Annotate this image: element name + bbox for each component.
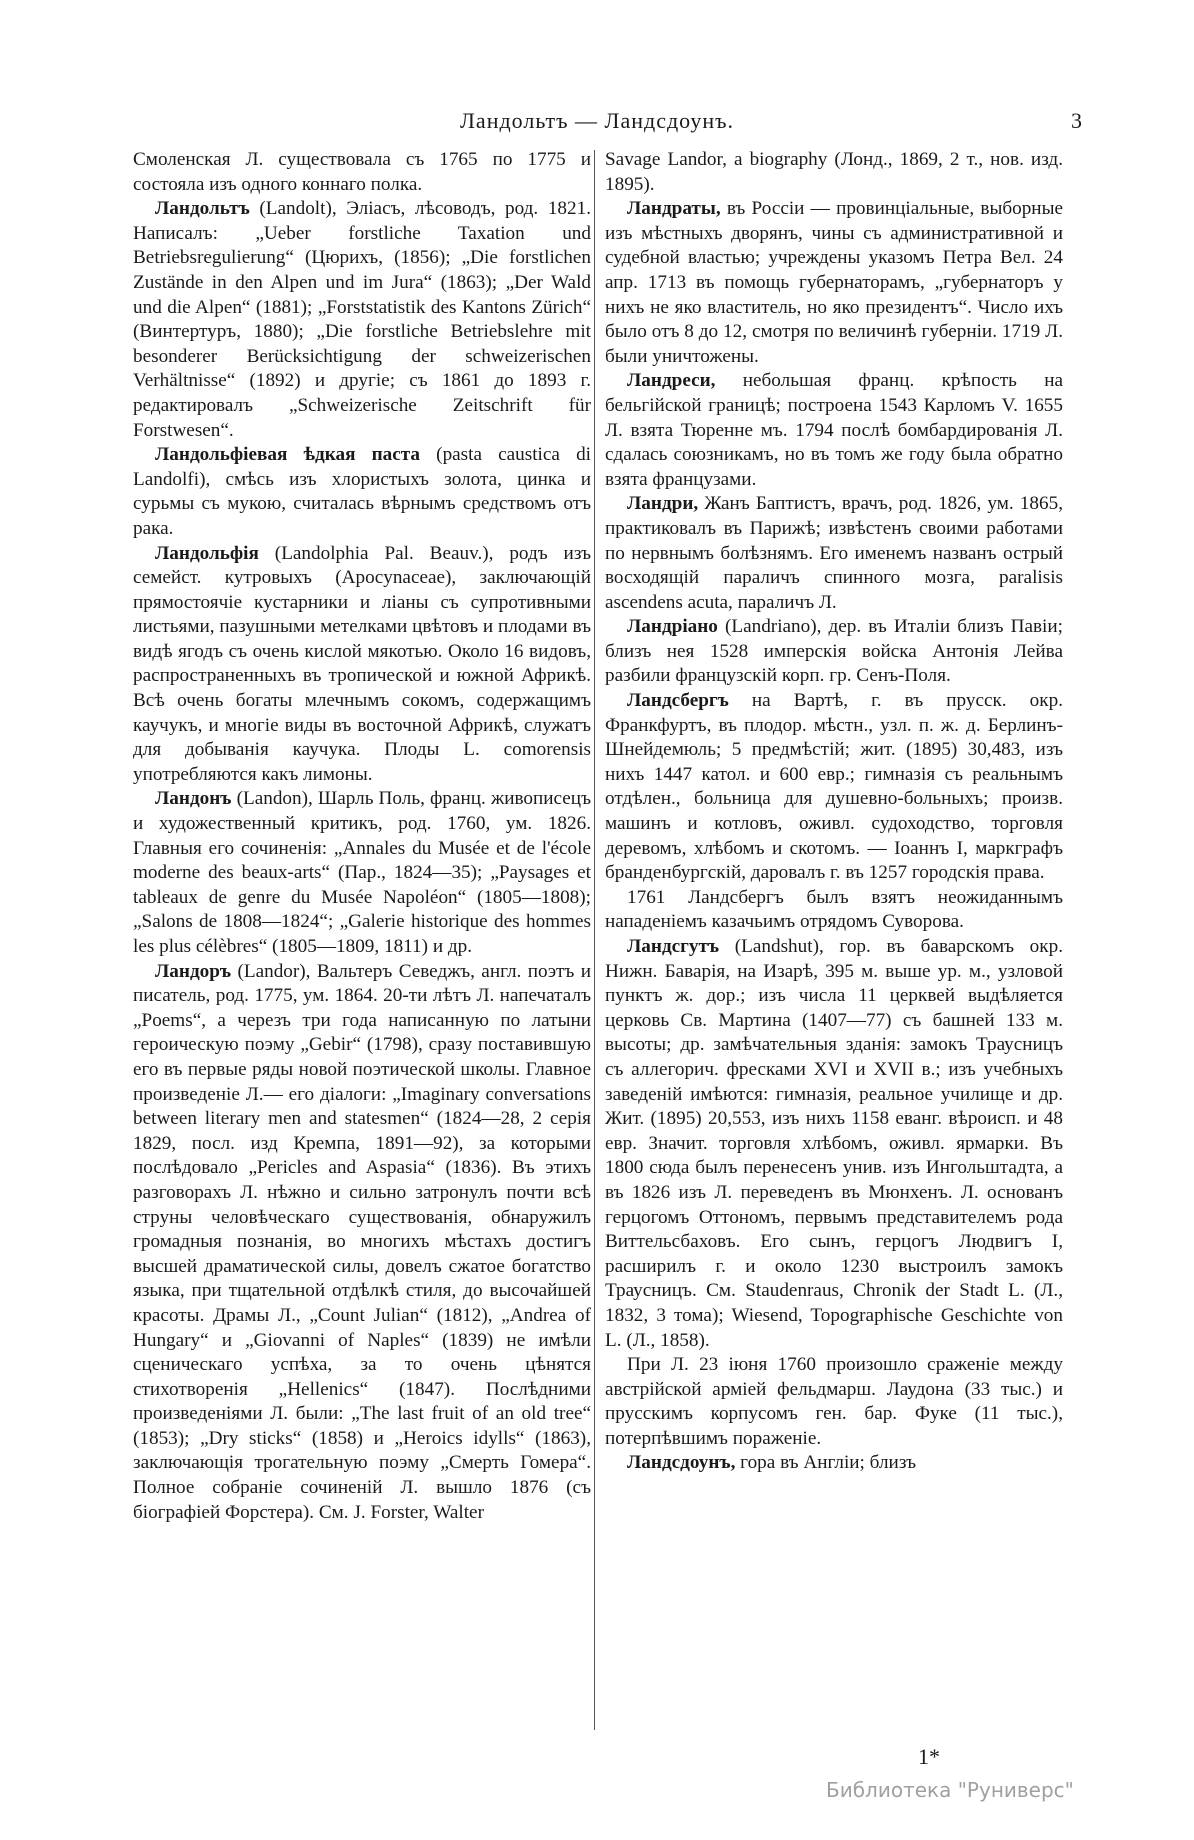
article-entry <box>133 148 591 197</box>
article-entry <box>605 615 1063 689</box>
page-number: 3 <box>1071 108 1082 133</box>
headword: Ландреси, <box>627 370 716 392</box>
left-column <box>133 148 591 1525</box>
sheet-signature: 1* <box>918 1744 940 1769</box>
article-text: 1761 Ландсбергъ былъ взятъ неожиданнымъ нападеніемъ казачьимъ отрядомъ Суворова. <box>605 886 1063 933</box>
article-text: Жанъ Баптистъ, врачъ, род. 1826, ум. 1865, практиковалъ въ Парижѣ; извѣстенъ своими работами по нервнымъ болѣзнямъ. Его именемъ названъ острый восходящій параличъ спинного мозга, paralisis ascendens acuta, параличъ Л. <box>605 493 1063 613</box>
headword: Ландоръ <box>155 960 232 982</box>
headword: Ландри, <box>627 493 699 515</box>
article-entry <box>605 935 1063 1353</box>
article-text: (Landolt), Эліасъ, лѣсоводъ, род. 1821. Написалъ: „Ueber forstliche Taxation und Betriebsregulierung“ (Цюрихъ, (1856); „Die forstlichen Zustände in den Alpen und im Jura“ (1863); „Der Wald und die Alpen“ (1881); „Forststatistik des Kantons Zürich“ (Винтертуръ, 1880); „Die forstliche Betriebslehre mit besonderer Berücksichtigung der schweizerischen Verhältnisse“ (1892) и другіе; съ 1861 до 1893 г. редактировалъ „Schweizerische Zeitschrift für Forstwesen“. <box>133 198 591 441</box>
article-entry <box>133 787 591 959</box>
page-header <box>0 100 1194 140</box>
library-watermark: Библиотека "Руниверс" <box>826 1778 1074 1802</box>
article-text: въ Россіи — провинціальные, выборные изъ мѣстныхъ дворянъ, чины съ административной и судебной властью; учреждены указомъ Петра Вел. 24 апр. 1713 въ помощь губернаторамъ, „губернаторъ у нихъ не яко властитель, но яко президентъ“. Число ихъ было отъ 8 до 12, смотря по величинѣ губерніи. 1719 Л. были уничтожены. <box>605 198 1063 367</box>
article-text: (pasta caustica di Landolfi), смѣсь изъ хлористыхъ золота, цинка и сурьмы съ мукою, считалась вѣрнымъ средствомъ отъ рака. <box>133 444 591 539</box>
headword: Ландсдоунъ, <box>627 1452 736 1474</box>
article-entry <box>605 369 1063 492</box>
article-entry <box>605 1451 1063 1476</box>
article-entry <box>133 542 591 788</box>
article-entry <box>605 492 1063 615</box>
article-entry <box>605 1353 1063 1451</box>
article-entry <box>605 689 1063 886</box>
headword: Ландраты, <box>627 198 721 220</box>
running-title: Ландольтъ — Ландсдоунъ. <box>460 108 734 133</box>
article-text: небольшая франц. крѣпость на бельгійской границѣ; построена 1543 Карломъ V. 1655 Л. взята Тюренне мъ. 1794 послѣ бомбардированія Л. сдалась союзникамъ, но въ томъ же году была обратно взята французами. <box>605 370 1063 490</box>
article-text: гора въ Англіи; близъ <box>735 1452 916 1474</box>
article-text: (Landshut), гор. въ баварскомъ окр. Нижн. Баварія, на Изарѣ, 395 м. выше ур. м., узловой пунктъ ж. дор.; изъ числа 11 церквей выдѣляется церковь Св. Мартина (1407—77) съ башней 133 м. высоты; др. замѣчательныя зданія: замокъ Траусницъ съ аллегорич. фресками XVI и XVII в.; изъ учебныхъ заведеній имѣются: гимназія, реальное училище и др. Жит. (1895) 20,553, изъ нихъ 1158 еванг. вѣроисп. и 48 евр. Значит. торговля хлѣбомъ, оживл. ярмарки. Въ 1800 сюда былъ перенесенъ унив. изъ Ингольштадта, а въ 1826 изъ Л. переведенъ въ Мюнхенъ. Л. основанъ герцогомъ Оттономъ, первымъ представителемъ рода Виттельсбаховъ. Его сынъ, герцогъ Людвигъ I, расширилъ г. и около 1230 выстроилъ замокъ Траусницъ. См. Staudenraus, Chronik der Stadt L. (Л., 1832, 3 тома); Wiesend, Topographische Geschichte von L. (Л., 1858). <box>605 936 1063 1351</box>
article-text: При Л. 23 іюня 1760 произошло сраженіе между австрійской арміей фельдмарш. Лаудона (33 тыс.) и прусскимъ корпусомъ ген. бар. Фуке (11 тыс.), потерпѣвшимъ пораженіе. <box>605 1354 1063 1449</box>
article-entry <box>133 197 591 443</box>
article-text: (Landor), Вальтеръ Севеджъ, англ. поэтъ и писатель, род. 1775, ум. 1864. 20-ти лѣтъ Л. напечаталъ „Poems“, а черезъ три года написанную по латыни героическую поэму „Gebir“ (1798), сразу поставившую его въ первые ряды новой поэтической школы. Главное произведеніе Л.— его діалоги: „Imaginary conversations between literary men and statesmen“ (1824—28, 2 серія 1829, посл. изд Кремпа, 1891—92), за которыми послѣдовало „Pericles and Aspasia“ (1836). Въ этихъ разговорахъ Л. нѣжно и сильно затронулъ почти всѣ струны человѣческаго существованія, обнаружилъ громадныя познанія, во многихъ мѣстахъ достигъ высшей драматической силы, довелъ сжатое богатство языка, при тщательной отдѣлкѣ стиля, до высочайшей красоты. Драмы Л., „Count Julian“ (1812), „Andrea of Hungary“ и „Giovanni of Naples“ (1839) не имѣли сценическаго успѣха, за то очень цѣнятся стихотворенія „Hellenics“ (1847). Послѣдними произведеніями Л. были: „The last fruit of an old tree“ (1853); „Dry sticks“ (1858) и „Heroics idylls“ (1863), заключающія трогательную поэму „Смерть Гомера“. Полное собраніе сочиненій Л. вышло 1876 (съ біографіей Форстера). См. J. Forster, Walter <box>133 960 591 1523</box>
article-text: на Вартѣ, г. въ прусск. окр. Франкфуртъ, въ плодор. мѣстн., узл. п. ж. д. Берлинъ-Шнейдемюль; 5 предмѣстій; жит. (1895) 30,483, изъ нихъ 1447 катол. и 600 евр.; гимназія съ реальнымъ отдѣлен., больница для душевно-больныхъ; произв. машинъ и котловъ, оживл. судоходство, торговля деревомъ, хлѣбомъ и скотомъ. — Іоаннъ I, маркграфъ бранденбургскій, даровалъ г. въ 1257 городскія права. <box>605 690 1063 884</box>
headword: Ландсбергъ <box>627 690 729 712</box>
right-column <box>605 148 1063 1476</box>
article-entry <box>605 886 1063 935</box>
headword: Ландсгутъ <box>627 936 720 957</box>
headword: Ландольтъ <box>155 198 250 220</box>
article-text: (Landolphia Pal. Beauv.), родъ изъ семейст. кутровыхъ (Apocynaceae), заключающій прямостоячіе кустарники и ліаны съ супротивными листьями, пазушными метелками цвѣтовъ и плодами въ видѣ ягодъ съ очень кислой мякотью. Около 16 видовъ, распространенныхъ въ тропической и южной Африкѣ. Всѣ очень богаты млечнымъ сокомъ, содержащимъ каучукъ, и многіе виды въ восточной Африкѣ, служатъ для добыванія каучука. Плоды L. comorensis употребляются какъ лимоны. <box>133 542 591 785</box>
column-divider <box>594 150 595 1730</box>
article-text: (Landon), Шарль Поль, франц. живописецъ и художественный критикъ, род. 1760, ум. 1826. Главныя его сочиненія: „Annales du Musée et de l'école moderne des beaux-arts“ (Пар., 1824—35); „Paysages et tableaux de genre du Musée Napoléon“ (1805—1808); „Salons de 1808—1824“; „Galerie historique des hommes les plus célèbres“ (1805—1809, 1811) и др. <box>133 788 591 957</box>
headword: Ландольфіевая ѣдкая паста <box>155 444 421 466</box>
article-text: (Landriano), дер. въ Италіи близъ Павіи; близъ нея 1528 имперскія войска Антонія Лейва разбили французскій корп. гр. Сенъ-Поля. <box>605 616 1063 687</box>
article-text: Смоленская Л. существовала съ 1765 по 1775 и состояла изъ одного коннаго полка. <box>133 149 591 195</box>
headword: Ландріано <box>627 616 718 638</box>
article-entry <box>133 960 591 1526</box>
article-entry <box>133 443 591 541</box>
headword: Ландольфія <box>155 542 259 564</box>
headword: Ландонъ <box>155 788 232 810</box>
article-entry <box>605 148 1063 197</box>
article-text: Savage Landor, a biography (Лонд., 1869, 2 т., нов. изд. 1895). <box>605 149 1063 195</box>
article-entry <box>605 197 1063 369</box>
